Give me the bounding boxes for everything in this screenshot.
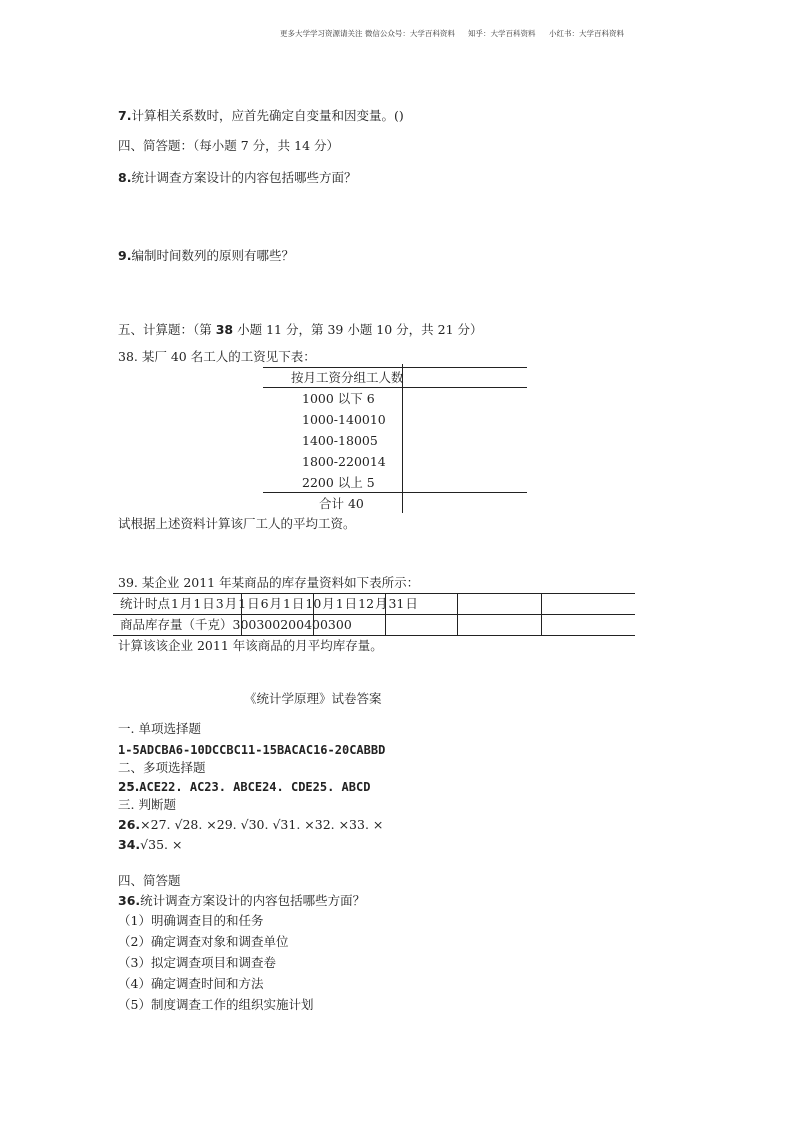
table-39-row-stock: 商品库存量（千克）300300200400300 bbox=[120, 617, 352, 632]
question-7-number: 7. bbox=[118, 108, 132, 123]
table-38-row: 1400-18005 bbox=[302, 433, 378, 448]
question-39-ask: 计算该该企业 2011 年该商品的月平均库存量。 bbox=[118, 638, 383, 653]
table-38-total: 合计 40 bbox=[319, 496, 364, 511]
answer-section-3-line-2 bbox=[118, 837, 182, 853]
header-zhihu: 知乎：大学百科资料 bbox=[468, 29, 536, 38]
table-38-header: 按月工资分组工人数 bbox=[291, 370, 404, 385]
question-7-text: 计算相关系数时，应首先确定自变量和因变量。() bbox=[131, 108, 404, 123]
answer-section-3: 三. 判断题 bbox=[118, 797, 176, 812]
table-38-row: 2200 以上 5 bbox=[302, 475, 375, 490]
answer-item: （5）制度调查工作的组织实施计划 bbox=[118, 997, 314, 1012]
header-wechat: 更多大学学习资源请关注 微信公众号：大学百科资料 bbox=[280, 29, 455, 38]
question-8-text: 统计调查方案设计的内容包括哪些方面？ bbox=[131, 170, 357, 185]
answer-section-3-line-2-values: √35. × bbox=[140, 837, 183, 852]
answer-question-36 bbox=[118, 893, 365, 909]
answer-question-36-number: 36. bbox=[118, 893, 141, 908]
answer-section-3-line-1-number: 26. bbox=[118, 817, 141, 832]
answer-item: （3）拟定调查项目和调查卷 bbox=[118, 955, 276, 970]
question-8 bbox=[118, 170, 356, 186]
section-5-post: 小题 11 分，第 39 小题 10 分，共 21 分） bbox=[233, 322, 483, 337]
answer-item: （4）确定调查时间和方法 bbox=[118, 976, 264, 991]
answer-item: （2）确定调查对象和调查单位 bbox=[118, 934, 289, 949]
section-4-heading: 四、简答题：（每小题 7 分，共 14 分） bbox=[118, 138, 340, 153]
answer-section-2: 二、多项选择题 bbox=[118, 760, 206, 775]
question-38-intro: 38. 某厂 40 名工人的工资见下表： bbox=[118, 349, 316, 364]
answer-question-36-text: 统计调查方案设计的内容包括哪些方面？ bbox=[140, 893, 366, 908]
question-9-text: 编制时间数列的原则有哪些？ bbox=[131, 248, 294, 263]
header-xiaohongshu: 小红书：大学百科资料 bbox=[549, 29, 624, 38]
question-9 bbox=[118, 248, 294, 264]
answer-section-1-values: 1-5ADCBA6-10DCCBC11-15BACAC16-20CABBD bbox=[118, 743, 386, 757]
table-39-row-time: 统计时点 1 月 1 日 3 月 1 日 6 月 1 日 10 月 1 日 12 月 31 日 bbox=[120, 596, 418, 611]
question-38-ask: 试根据上述资料计算该厂工人的平均工资。 bbox=[118, 516, 356, 531]
question-8-number: 8. bbox=[118, 170, 132, 185]
answer-section-3-line-2-number: 34. bbox=[118, 837, 141, 852]
answer-section-2-values: ACE22. AC23. ABCE24. CDE25. ABCD bbox=[139, 780, 371, 794]
section-5-pre: 五、计算题：（第 bbox=[118, 322, 216, 337]
answer-section-3-line-1-values: ×27. √28. ×29. √30. √31. ×32. ×33. × bbox=[140, 817, 384, 832]
answer-section-4: 四、简答题 bbox=[118, 873, 181, 888]
answer-section-2-number: 25. bbox=[118, 780, 140, 794]
table-38-row: 1000-140010 bbox=[302, 412, 386, 427]
answer-section-2-line bbox=[118, 780, 370, 794]
question-39-intro: 39. 某企业 2011 年某商品的库存量资料如下表所示： bbox=[118, 575, 420, 590]
question-9-number: 9. bbox=[118, 248, 132, 263]
question-7 bbox=[118, 108, 404, 124]
section-5-num: 38 bbox=[215, 322, 234, 337]
answer-title: 《统计学原理》试卷答案 bbox=[244, 691, 382, 706]
table-38-row: 1000 以下 6 bbox=[302, 391, 375, 406]
answer-section-3-line-1 bbox=[118, 817, 383, 833]
answer-section-1: 一. 单项选择题 bbox=[118, 721, 201, 736]
answer-item: （1）明确调查目的和任务 bbox=[118, 913, 264, 928]
section-5-heading bbox=[118, 322, 483, 338]
table-38-row: 1800-220014 bbox=[302, 454, 386, 469]
